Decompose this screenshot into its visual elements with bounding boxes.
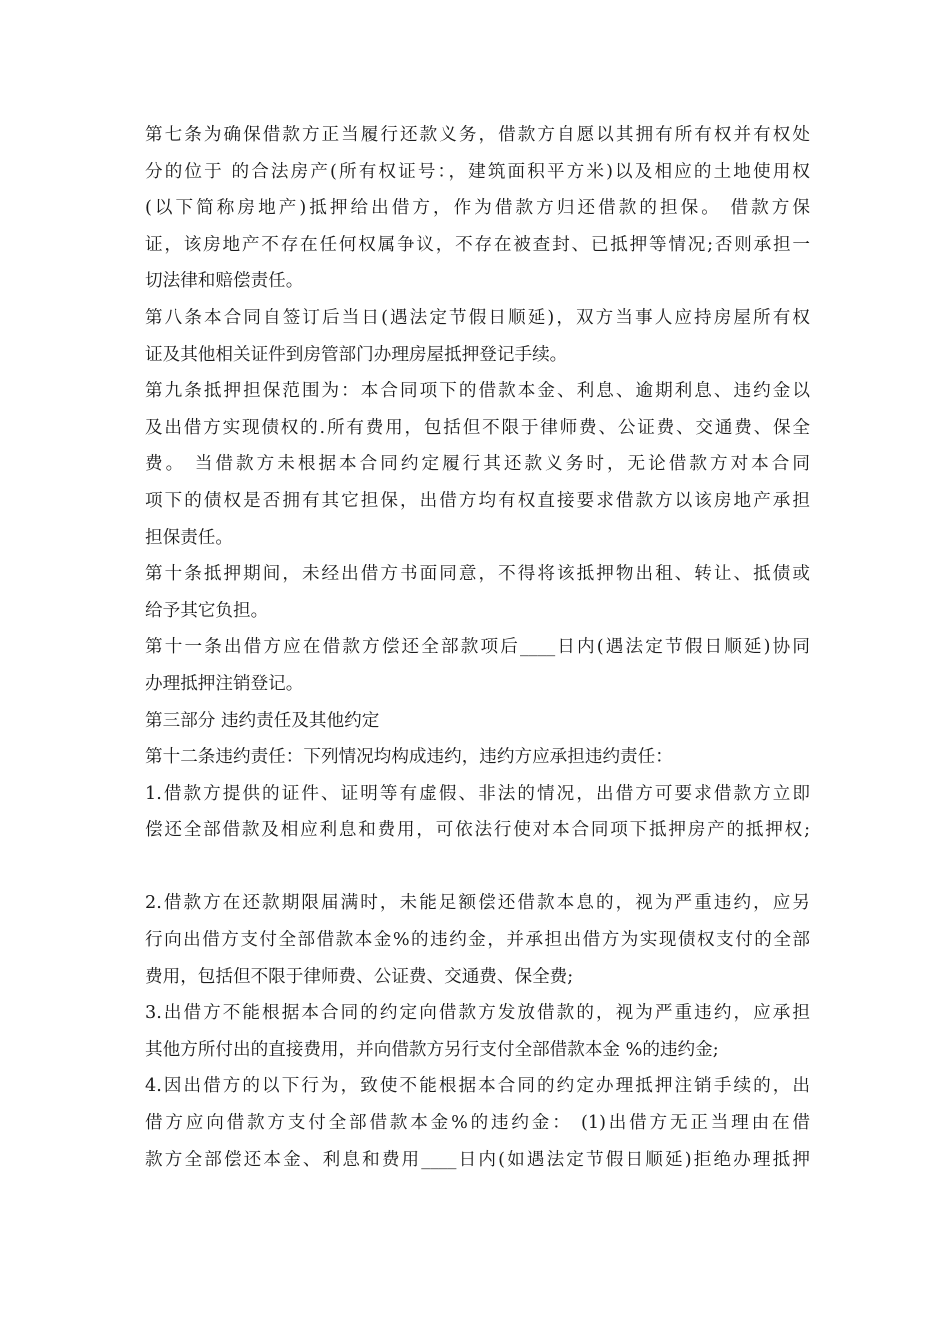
text-line: 及出借方实现债权的.所有费用，包括但不限于律师费、公证费、交通费、保全 (145, 417, 810, 438)
text-line: 3.出借方不能根据本合同的约定向借款方发放借款的，视为严重违约，应承担 (145, 1003, 810, 1024)
blank-line (145, 849, 810, 886)
text-line: (以下简称房地产)抵押给出借方，作为借款方归还借款的担保。 借款方保 (145, 198, 810, 219)
text-line: 其他方所付出的直接费用，并向借款方另行支付全部借款本金 %的违约金; (145, 1039, 719, 1060)
text-line: 分的位于 的合法房产(所有权证号：，建筑面积平方米)以及相应的土地使用权 (145, 161, 810, 182)
text-line: 4.因出借方的以下行为，致使不能根据本合同的约定办理抵押注销手续的，出 (145, 1076, 810, 1097)
text-line: 行向出借方支付全部借款本金%的违约金，并承担出借方为实现债权支付的全部 (145, 930, 810, 951)
text-line: 费。 当借款方未根据本合同约定履行其还款义务时，无论借款方对本合同 (145, 454, 810, 475)
text-line: 担保责任。 (145, 527, 233, 548)
text-line: 1.借款方提供的证件、证明等有虚假、非法的情况，出借方可要求借款方立即 (145, 783, 810, 804)
text-line: 给予其它负担。 (145, 600, 269, 621)
text-line: 证及其他相关证件到房管部门办理房屋抵押登记手续。 (145, 344, 568, 365)
text-line: 第十一条出借方应在借款方偿还全部款项后____日内(遇法定节假日顺延)协同 (145, 637, 810, 658)
text-line: 第九条抵押担保范围为：本合同项下的借款本金、利息、逾期利息、违约金以 (145, 381, 810, 402)
text-line: 款方全部偿还本金、利息和费用____日内(如遇法定节假日顺延)拒绝办理抵押 (145, 1149, 810, 1170)
text-line: 第八条本合同自签订后当日(遇法定节假日顺延)，双方当事人应持房屋所有权 (145, 307, 810, 328)
text-line: 借方应向借款方支付全部借款本金%的违约金： (1)出借方无正当理由在借 (145, 1113, 810, 1134)
text-line: 切法律和赔偿责任。 (145, 271, 304, 292)
text-line: 2.借款方在还款期限届满时，未能足额偿还借款本息的，视为严重违约，应另 (145, 893, 810, 914)
text-line: 办理抵押注销登记。 (145, 673, 304, 694)
text-line: 证，该房地产不存在任何权属争议，不存在被查封、已抵押等情况;否则承担一 (145, 234, 810, 255)
text-line: 第十二条违约责任：下列情况均构成违约，违约方应承担违约责任： (145, 747, 673, 768)
text-line: 第七条为确保借款方正当履行还款义务，借款方自愿以其拥有所有权并有权处 (145, 125, 810, 145)
text-line: 第十条抵押期间，未经出借方书面同意，不得将该抵押物出租、转让、抵债或 (145, 564, 810, 585)
document-body (145, 117, 810, 1178)
text-line: 第三部分 违约责任及其他约定 (145, 710, 380, 731)
text-line: 项下的债权是否拥有其它担保，出借方均有权直接要求借款方以该房地产承担 (145, 490, 810, 511)
text-line: 偿还全部借款及相应利息和费用，可依法行使对本合同项下抵押房产的抵押权; (145, 820, 810, 841)
text-line: 费用，包括但不限于律师费、公证费、交通费、保全费; (145, 966, 574, 987)
